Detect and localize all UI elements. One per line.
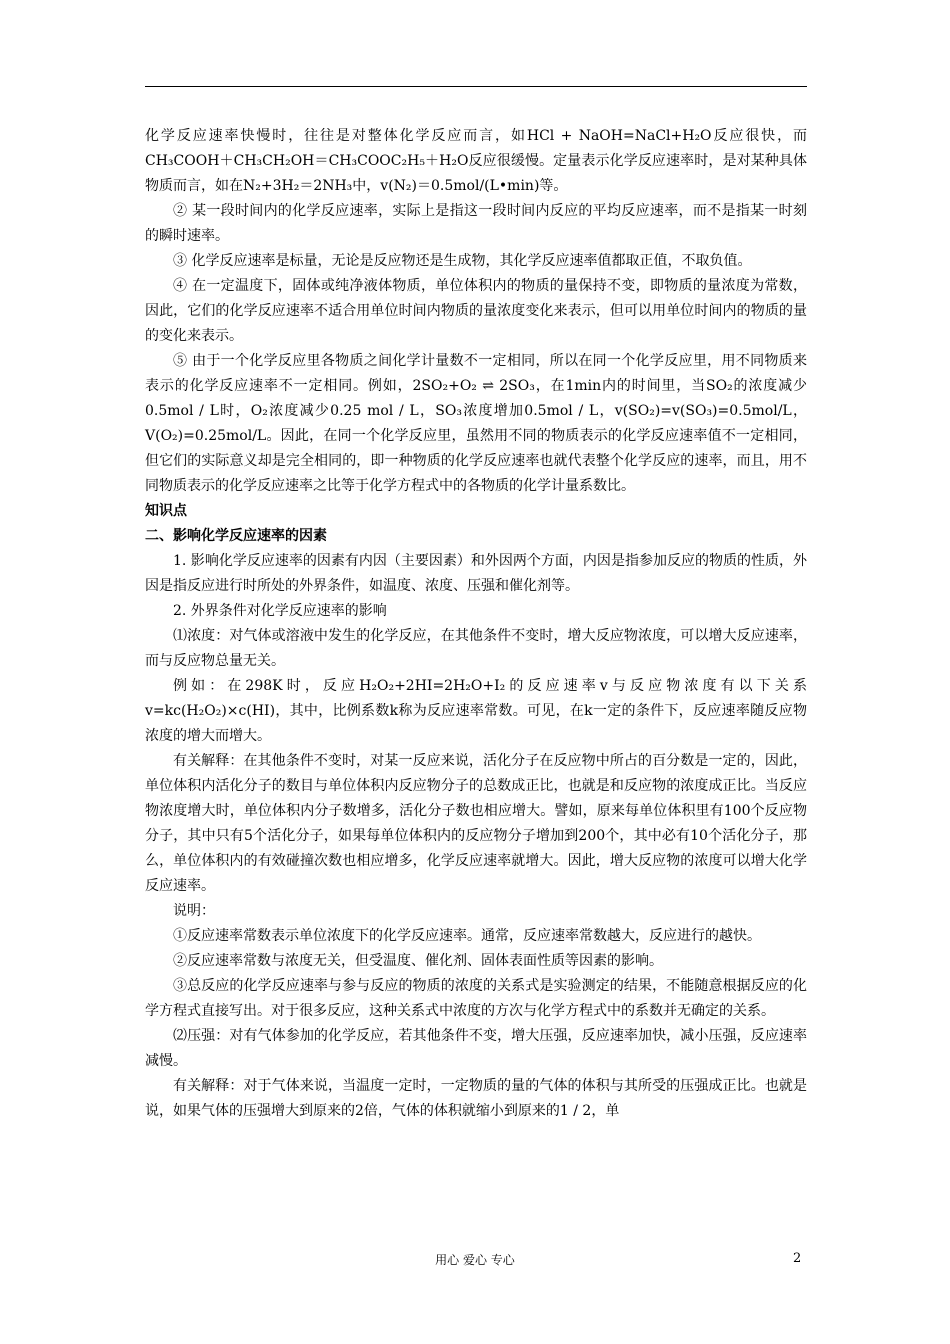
- paragraph-2: ② 某一段时间内的化学反应速率，实际上是指这一段时间内反应的平均反应速率，而不是指某一时刻的瞬时速率。: [145, 203, 807, 244]
- document-body: [145, 124, 807, 1124]
- paragraph-16: 有关解释：对于气体来说，当温度一定时，一定物质的量的气体的体积与其所受的压强成正比。也就是说，如果气体的压强增大到原来的2倍，气体的体积就缩小到原来的1 / 2，单: [145, 1078, 807, 1119]
- footer-motto: 用心 爱心 专心: [435, 1253, 515, 1267]
- paragraph-11: 说明：: [173, 903, 215, 919]
- section-heading: 二、影响化学反应速率的因素: [145, 528, 327, 544]
- paragraph-15: ⑵压强：对有气体参加的化学反应，若其他条件不变，增大压强，反应速率加快，减小压强，反应速率减慢。: [145, 1028, 807, 1069]
- paragraph-12: ①反应速率常数表示单位浓度下的化学反应速率。通常，反应速率常数越大，反应进行的越快。: [173, 928, 761, 944]
- page-number: 2: [793, 1251, 802, 1266]
- paragraph-3: ③ 化学反应速率是标量，无论是反应物还是生成物，其化学反应速率值都取正值，不取负值。: [173, 253, 752, 269]
- section-label: 知识点: [145, 503, 187, 519]
- paragraph-9: 例如：在298K时，反应H₂O₂+2HI=2H₂O+I₂的反应速率v与反应物浓度有以下关系v=kc(H₂O₂)×c(HI)，其中，比例系数k称为反应速率常数。可见，在k一定的条件下，反应速率随反应物浓度的增大而增大。: [145, 678, 807, 744]
- paragraph-5: ⑤ 由于一个化学反应里各物质之间化学计量数不一定相同，所以在同一个化学反应里，用不同物质来表示的化学反应速率不一定相同。例如，2SO₂+O₂ ⇌ 2SO₃，在1min内的时间里，当SO₂的浓度减少0.5mol / L时，O₂浓度减少0.25 mol / L，SO₃浓度增加0.5mol / L，v(SO₂)=v(SO₃)=0.5mol/L，V(O₂)=0.25mol/L。因此，在同一个化学反应里，虽然用不同的物质表示的化学反应速率值不一定相同，但它们的实际意义却是完全相同的，即一种物质的化学反应速率也就代表整个化学反应的速率，而且，用不同物质表示的化学反应速率之比等于化学方程式中的各物质的化学计量系数比。: [145, 353, 807, 494]
- paragraph-6: 1. 影响化学反应速率的因素有内因（主要因素）和外因两个方面，内因是指参加反应的物质的性质，外因是指反应进行时所处的外界条件，如温度、浓度、压强和催化剂等。: [145, 553, 807, 594]
- paragraph-4: ④ 在一定温度下，固体或纯净液体物质，单位体积内的物质的量保持不变，即物质的量浓度为常数，因此，它们的化学反应速率不适合用单位时间内物质的量浓度变化来表示，但可以用单位时间内的物质的量的变化来表示。: [145, 278, 807, 344]
- paragraph-10: 有关解释：在其他条件不变时，对某一反应来说，活化分子在反应物中所占的百分数是一定的，因此，单位体积内活化分子的数目与单位体积内反应物分子的总数成正比，也就是和反应物的浓度成正比。当反应物浓度增大时，单位体积内分子数增多，活化分子数也相应增大。譬如，原来每单位体积里有100个反应物分子，其中只有5个活化分子，如果每单位体积内的反应物分子增加到200个，其中必有10个活化分子，那么，单位体积内的有效碰撞次数也相应增多，化学反应速率就增大。因此，增大反应物的浓度可以增大化学反应速率。: [145, 753, 807, 894]
- paragraph-14: ③总反应的化学反应速率与参与反应的物质的浓度的关系式是实验测定的结果，不能随意根据反应的化学方程式直接写出。对于很多反应，这种关系式中浓度的方次与化学方程式中的系数并无确定的关系。: [145, 978, 807, 1019]
- paragraph-8: ⑴浓度：对气体或溶液中发生的化学反应，在其他条件不变时，增大反应物浓度，可以增大反应速率，而与反应物总量无关。: [145, 628, 807, 669]
- paragraph-13: ②反应速率常数与浓度无关，但受温度、催化剂、固体表面性质等因素的影响。: [173, 953, 663, 969]
- header-rule: [145, 86, 807, 87]
- paragraph-1: 化学反应速率快慢时，往往是对整体化学反应而言，如HCl + NaOH=NaCl+H₂O反应很快，而CH₃COOH＋CH₃CH₂OH＝CH₃COOC₂H₅＋H₂O反应很缓慢。定量表示化学反应速率时，是对某种具体物质而言，如在N₂+3H₂＝2NH₃中，v(N₂)＝0.5mol/(L•min)等。: [145, 128, 807, 194]
- paragraph-7: 2. 外界条件对化学反应速率的影响: [173, 603, 387, 619]
